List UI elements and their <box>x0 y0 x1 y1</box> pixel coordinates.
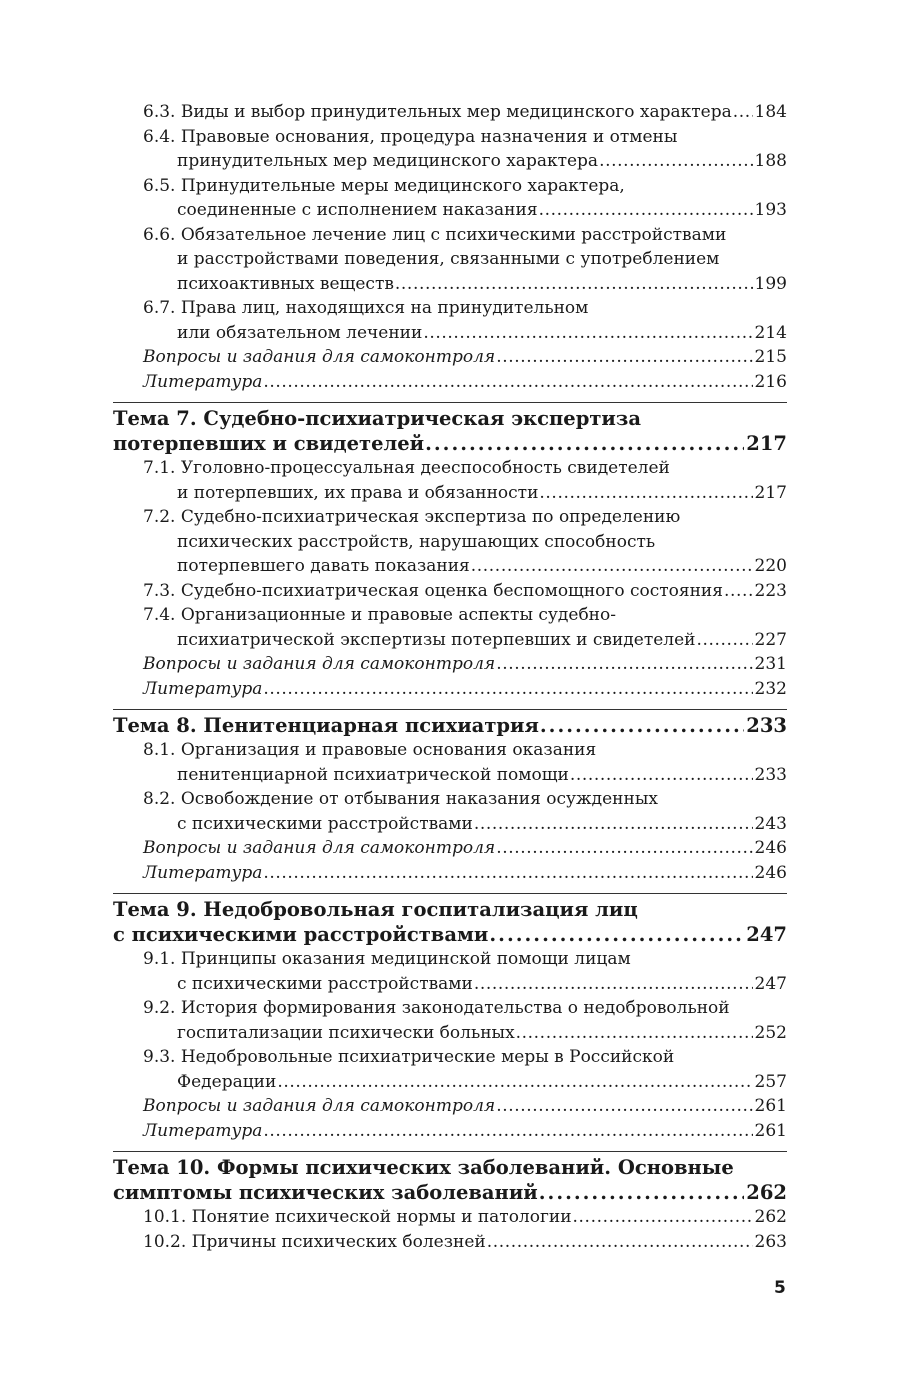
toc-section-entry <box>113 1045 787 1094</box>
toc-entry-title: с психическими расстройствами <box>177 973 473 994</box>
toc-section-entry <box>113 100 787 125</box>
toc-entry-title: симптомы психических заболеваний <box>113 1181 538 1204</box>
dot-leader <box>539 1180 745 1205</box>
toc-entry-line: 9.3. Недобровольные психиатрические меры в Российской <box>143 1047 675 1067</box>
toc-entry-title: Литература <box>143 678 263 699</box>
dot-leader <box>263 1119 752 1144</box>
dot-leader <box>395 272 753 297</box>
dot-leader <box>277 1070 752 1095</box>
toc-section-entry <box>113 996 787 1045</box>
toc-section-entry <box>113 505 787 579</box>
toc-entry-title: Литература <box>143 862 263 883</box>
toc-entry-last-line <box>143 481 787 506</box>
toc-entry-title: Вопросы и задания для самоконтроля <box>143 838 496 858</box>
toc-entry-line: 6.5. Принудительные меры медицинского характера, <box>143 175 625 196</box>
toc-section-entry <box>113 579 787 604</box>
dot-leader <box>724 579 753 604</box>
toc-entry-last-line <box>143 198 787 223</box>
dot-leader <box>489 922 744 947</box>
dot-leader <box>599 149 752 174</box>
toc-page-ref: 261 <box>754 1120 787 1141</box>
toc-page-ref: 216 <box>754 371 787 392</box>
toc-section-entry <box>113 603 787 652</box>
toc-section-entry <box>113 738 787 787</box>
toc-page-ref: 231 <box>754 654 787 674</box>
toc-entry-title: или обязательном лечении <box>177 322 423 343</box>
dot-leader <box>474 812 753 837</box>
toc-topic-heading <box>113 709 787 738</box>
toc-entry-last-line <box>143 554 787 579</box>
dot-leader <box>573 1205 753 1230</box>
dot-leader <box>263 677 752 702</box>
toc-page-ref: 232 <box>754 678 787 699</box>
toc-topic-heading <box>113 402 787 456</box>
toc-page-ref: 261 <box>754 1096 787 1116</box>
toc-entry-last-line <box>143 1119 787 1144</box>
toc-entry-title: психиатрической экспертизы потерпевших и свидетелей <box>177 629 696 650</box>
toc-entry-last-line <box>143 763 787 788</box>
toc-entry-last-line <box>143 321 787 346</box>
toc-auxiliary-entry <box>113 345 787 370</box>
toc-page-ref: 188 <box>754 151 787 171</box>
toc-entry-line: 7.4. Организационные и правовые аспекты судебно- <box>143 605 616 625</box>
toc-entry-title: 6.3. Виды и выбор принудительных мер медицинского характера <box>143 102 732 122</box>
toc-page-ref: 184 <box>754 102 787 122</box>
toc-topic-heading <box>113 893 787 947</box>
toc-entry-title: с психическими расстройствами <box>113 923 489 946</box>
toc-page-ref: 262 <box>754 1207 787 1227</box>
dot-leader <box>263 370 752 395</box>
toc-section-entry <box>113 296 787 345</box>
dot-leader <box>539 198 753 223</box>
toc-page-ref: 217 <box>746 432 787 455</box>
toc-entry-last-line <box>143 1021 787 1046</box>
toc-auxiliary-entry <box>113 652 787 677</box>
dot-leader <box>496 652 752 677</box>
toc-topic-heading <box>113 1151 787 1205</box>
toc-entry-last-line <box>143 652 787 677</box>
toc-entry-line: Тема 9. Недобровольная госпитализация лиц <box>113 898 638 921</box>
toc-entry-title: Вопросы и задания для самоконтроля <box>143 1096 496 1116</box>
toc-entry-last-line <box>143 972 787 997</box>
dot-leader <box>496 1094 752 1119</box>
toc-entry-last-line <box>143 1230 787 1255</box>
toc-entry-last-line <box>143 628 787 653</box>
toc-entry-line: 7.2. Судебно-психиатрическая экспертиза по определению <box>143 507 681 527</box>
toc-entry-title: 10.1. Понятие психической нормы и патологии <box>143 1207 572 1227</box>
toc-entry-title: психоактивных веществ <box>177 273 394 294</box>
toc-entry-last-line <box>143 861 787 886</box>
dot-leader <box>423 321 752 346</box>
dot-leader <box>733 100 753 125</box>
toc-auxiliary-entry <box>113 677 787 702</box>
toc-entry-last-line <box>143 370 787 395</box>
dot-leader <box>697 628 753 653</box>
toc-page-ref: 247 <box>746 923 787 946</box>
toc-entry-last-line <box>143 272 787 297</box>
toc-entry-last-line <box>143 836 787 861</box>
toc-entry-line: Тема 10. Формы психических заболеваний. Основные <box>113 1156 734 1179</box>
toc-page-ref: 247 <box>754 973 787 994</box>
page-number: 5 <box>774 1278 786 1298</box>
toc-entry-title: с психическими расстройствами <box>177 813 473 834</box>
toc-entry-line: 6.6. Обязательное лечение лиц с психическими расстройствами <box>143 224 727 245</box>
toc-entry-line: и расстройствами поведения, связанными с употреблением <box>177 249 720 269</box>
dot-leader <box>539 481 752 506</box>
toc-page-ref: 217 <box>754 482 787 503</box>
toc-entry-title: соединенные с исполнением наказания <box>177 200 538 220</box>
toc-page-ref: 193 <box>754 200 787 220</box>
toc-entry-title: Литература <box>143 1120 263 1141</box>
toc-entry-last-line <box>143 812 787 837</box>
toc-entry-line: 7.1. Уголовно-процессуальная дееспособность свидетелей <box>143 458 670 478</box>
toc-entry-line: 8.2. Освобождение от отбывания наказания осужденных <box>143 789 658 809</box>
toc-page-ref: 220 <box>754 556 787 576</box>
toc-entry-title: и потерпевших, их права и обязанности <box>177 482 539 503</box>
dot-leader <box>540 713 744 738</box>
toc-section-entry <box>113 174 787 223</box>
toc-page-ref: 246 <box>754 862 787 883</box>
toc-entry-last-line <box>143 1205 787 1230</box>
dot-leader <box>570 763 753 788</box>
toc-entry-last-line <box>143 345 787 370</box>
toc-entry-last-line <box>113 1180 787 1205</box>
toc-section-entry <box>113 1230 787 1255</box>
toc-entry-last-line <box>143 1094 787 1119</box>
toc-auxiliary-entry <box>113 1094 787 1119</box>
toc-page-ref: 215 <box>754 347 787 367</box>
toc-page-ref: 199 <box>754 273 787 294</box>
toc-entry-line: Тема 7. Судебно-психиатрическая экспертиза <box>113 407 641 430</box>
dot-leader <box>425 431 744 456</box>
toc-section-entry <box>113 787 787 836</box>
toc-entry-title: принудительных мер медицинского характера <box>177 151 599 171</box>
toc-page-ref: 262 <box>746 1181 787 1204</box>
toc-entry-title: Федерации <box>177 1071 277 1092</box>
toc-page-ref: 246 <box>754 838 787 858</box>
toc-entry-title: Тема 8. Пенитенциарная психиатрия <box>113 714 539 737</box>
toc-entry-title: Литература <box>143 371 263 392</box>
dot-leader <box>263 861 752 886</box>
toc-entry-line: 9.2. История формирования законодательства о недобровольной <box>143 998 730 1018</box>
toc-entry-last-line <box>113 713 787 738</box>
dot-leader <box>474 972 753 997</box>
dot-leader <box>487 1230 753 1255</box>
toc-entry-title: потерпевшего давать показания <box>177 556 470 576</box>
toc-page-ref: 233 <box>754 764 787 785</box>
toc-page-ref: 227 <box>754 629 787 650</box>
toc-entry-line: 6.7. Права лиц, находящихся на принудительном <box>143 298 589 318</box>
toc-entry-last-line <box>143 149 787 174</box>
toc-entry-title: Вопросы и задания для самоконтроля <box>143 654 496 674</box>
toc-entry-line: 8.1. Организация и правовые основания оказания <box>143 740 597 760</box>
toc-entry-line: психических расстройств, нарушающих способность <box>177 531 656 552</box>
toc-entry-title: 10.2. Причины психических болезней <box>143 1231 486 1252</box>
toc-page-ref: 233 <box>746 714 787 737</box>
dot-leader <box>496 345 752 370</box>
toc-entry-last-line <box>143 1070 787 1095</box>
toc-auxiliary-entry <box>113 1119 787 1144</box>
toc-section-entry <box>113 456 787 505</box>
toc-entry-title: пенитенциарной психиатрической помощи <box>177 764 569 785</box>
toc-page-ref: 243 <box>754 813 787 834</box>
toc-section-entry <box>113 947 787 996</box>
table-of-contents <box>113 100 787 1254</box>
toc-page-ref: 257 <box>754 1071 787 1092</box>
dot-leader <box>471 554 753 579</box>
toc-entry-last-line <box>143 579 787 604</box>
toc-section-entry <box>113 125 787 174</box>
toc-entry-last-line <box>143 677 787 702</box>
toc-entry-line: 6.4. Правовые основания, процедура назначения и отмены <box>143 126 678 147</box>
toc-auxiliary-entry <box>113 861 787 886</box>
toc-page-ref: 214 <box>754 322 787 343</box>
toc-page-ref: 263 <box>754 1231 787 1252</box>
toc-entry-line: 9.1. Принципы оказания медицинской помощи лицам <box>143 949 631 969</box>
toc-section-entry <box>113 223 787 297</box>
toc-entry-title: госпитализации психически больных <box>177 1022 515 1043</box>
toc-page-ref: 252 <box>754 1022 787 1043</box>
toc-entry-last-line <box>113 431 787 456</box>
toc-entry-title: Вопросы и задания для самоконтроля <box>143 347 496 367</box>
toc-page-ref: 223 <box>754 580 787 601</box>
dot-leader <box>516 1021 753 1046</box>
toc-auxiliary-entry <box>113 370 787 395</box>
toc-section-entry <box>113 1205 787 1230</box>
toc-auxiliary-entry <box>113 836 787 861</box>
toc-entry-last-line <box>143 100 787 125</box>
toc-entry-title: потерпевших и свидетелей <box>113 432 425 455</box>
dot-leader <box>496 836 752 861</box>
toc-entry-title: 7.3. Судебно-психиатрическая оценка беспомощного состояния <box>143 580 723 601</box>
toc-entry-last-line <box>113 922 787 947</box>
